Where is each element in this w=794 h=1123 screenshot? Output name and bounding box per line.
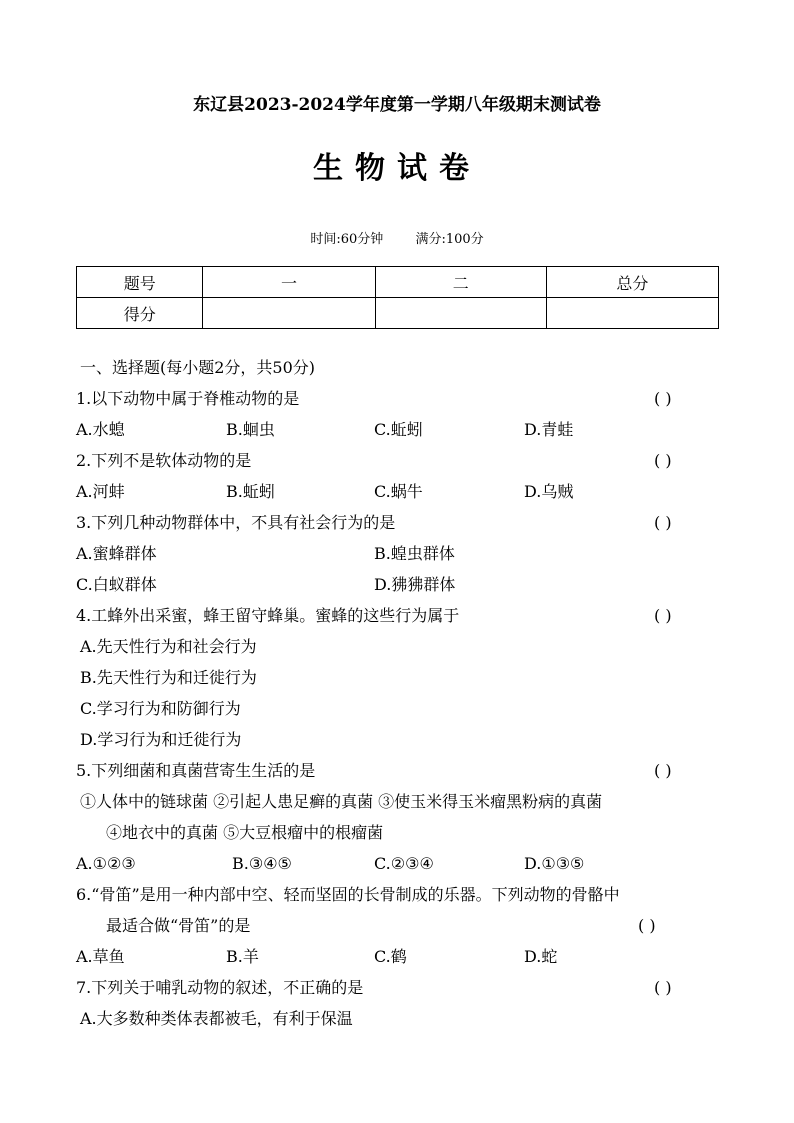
option[interactable]: C.蚯蚓 — [374, 420, 423, 439]
answer-bracket[interactable]: ( ) — [654, 606, 672, 625]
options-row — [76, 538, 726, 569]
option[interactable]: A.蜜蜂群体 — [76, 544, 157, 563]
answer-bracket[interactable]: ( ) — [654, 389, 672, 408]
option[interactable]: D.狒狒群体 — [374, 575, 456, 594]
question-6-stem: 6.“骨笛”是用一种内部中空、轻而坚固的长骨制成的乐器。下列动物的骨骼中 — [76, 885, 620, 904]
table-cell: 总分 — [546, 267, 718, 298]
question-6-stem-continued: 最适合做“骨笛”的是 — [106, 916, 251, 935]
answer-bracket[interactable]: ( ) — [654, 761, 672, 780]
section-heading: 一、选择题(每小题2分，共50分) — [80, 358, 316, 377]
question-5-items: ④地衣中的真菌 ⑤大豆根瘤中的根瘤菌 — [106, 823, 384, 842]
exam-info — [0, 228, 794, 247]
score-table-header-row — [77, 267, 719, 298]
exam-time: 时间:60分钟 — [310, 232, 384, 247]
answer-bracket[interactable]: ( ) — [654, 978, 672, 997]
question-1-stem: 1.以下动物中属于脊椎动物的是 — [76, 389, 300, 408]
option[interactable]: C.鹤 — [374, 947, 407, 966]
answer-bracket[interactable]: ( ) — [638, 916, 656, 935]
table-cell: 一 — [203, 267, 375, 298]
option[interactable]: B.羊 — [226, 947, 259, 966]
option[interactable]: D.学习行为和迁徙行为 — [80, 730, 242, 749]
option[interactable]: A.①②③ — [76, 854, 136, 873]
question-stem — [76, 910, 726, 941]
option[interactable]: C.②③④ — [374, 854, 434, 873]
options-row — [76, 414, 726, 445]
question-stem — [76, 755, 726, 786]
option[interactable]: D.①③⑤ — [524, 854, 585, 873]
options-row — [76, 941, 726, 972]
option[interactable]: D.青蛙 — [524, 420, 574, 439]
options-row — [76, 476, 726, 507]
question-stem — [76, 383, 726, 414]
score-table-score-row — [77, 298, 719, 329]
option[interactable]: C.学习行为和防御行为 — [80, 699, 241, 718]
option[interactable]: C.蜗牛 — [374, 482, 423, 501]
option[interactable]: B.蝗虫群体 — [374, 544, 455, 563]
option[interactable]: A.河蚌 — [76, 482, 125, 501]
question-stem — [76, 600, 726, 631]
score-input-cell[interactable] — [375, 298, 546, 329]
option[interactable]: A.大多数种类体表都被毛，有利于保温 — [80, 1009, 353, 1028]
options-row — [76, 569, 726, 600]
answer-bracket[interactable]: ( ) — [654, 513, 672, 532]
questions-section — [76, 352, 726, 1034]
answer-bracket[interactable]: ( ) — [654, 451, 672, 470]
exam-full-score: 满分:100分 — [415, 232, 484, 247]
table-cell: 题号 — [77, 267, 203, 298]
option[interactable]: C.白蚁群体 — [76, 575, 157, 594]
question-7-stem: 7.下列关于哺乳动物的叙述，不正确的是 — [76, 978, 364, 997]
question-2-stem: 2.下列不是软体动物的是 — [76, 451, 252, 470]
question-3-stem: 3.下列几种动物群体中，不具有社会行为的是 — [76, 513, 396, 532]
question-5-items: ①人体中的链球菌 ②引起人患足癣的真菌 ③使玉米得玉米瘤黑粉病的真菌 — [80, 792, 603, 811]
option[interactable]: D.乌贼 — [524, 482, 574, 501]
question-stem — [76, 445, 726, 476]
table-cell: 二 — [375, 267, 546, 298]
score-input-cell[interactable] — [546, 298, 718, 329]
option[interactable]: B.蚯蚓 — [226, 482, 275, 501]
subject-title: 生物试卷 — [313, 151, 481, 186]
score-input-cell[interactable] — [203, 298, 375, 329]
option[interactable]: A.水螅 — [76, 420, 125, 439]
option[interactable]: D.蛇 — [524, 947, 558, 966]
option[interactable]: A.草鱼 — [76, 947, 125, 966]
question-stem — [76, 972, 726, 1003]
question-stem — [76, 507, 726, 538]
option[interactable]: B.蛔虫 — [226, 420, 275, 439]
question-4-stem: 4.工蜂外出采蜜，蜂王留守蜂巢。蜜蜂的这些行为属于 — [76, 606, 460, 625]
option[interactable]: A.先天性行为和社会行为 — [80, 637, 257, 656]
options-row — [76, 848, 726, 879]
school-title: 东辽县2023-2024学年度第一学期八年级期末测试卷 — [193, 95, 601, 115]
question-5-stem: 5.下列细菌和真菌营寄生生活的是 — [76, 761, 316, 780]
score-table — [76, 266, 719, 329]
option[interactable]: B.③④⑤ — [232, 854, 292, 873]
option[interactable]: B.先天性行为和迁徙行为 — [80, 668, 257, 687]
table-cell: 得分 — [77, 298, 203, 329]
